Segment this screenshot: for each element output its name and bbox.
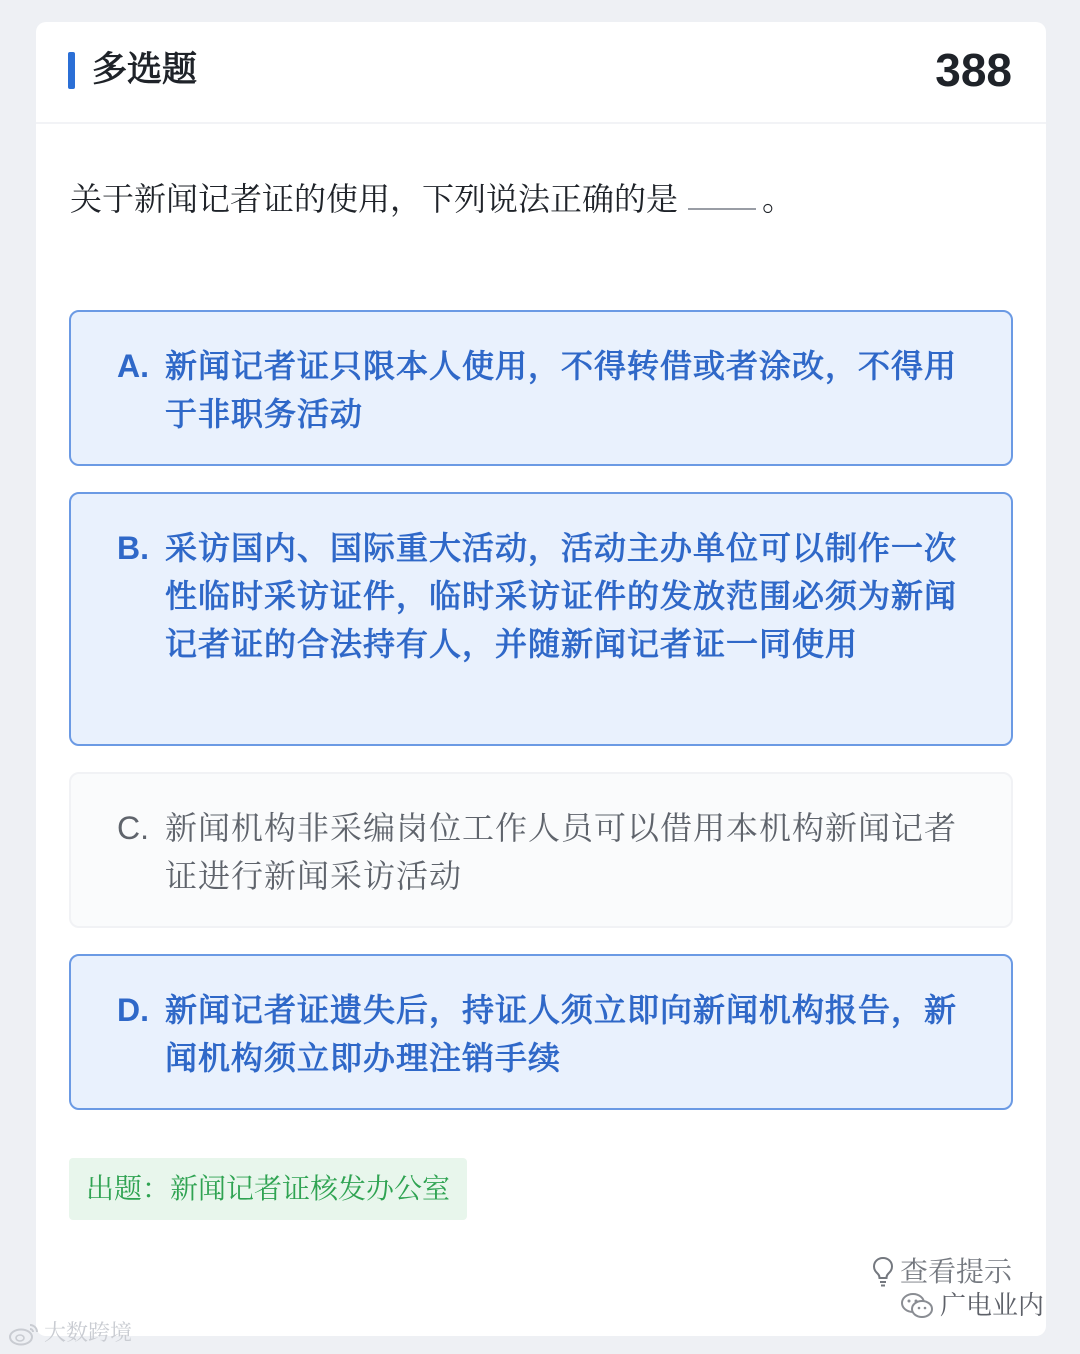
question-number: 388 bbox=[935, 44, 1012, 96]
option-c[interactable] bbox=[69, 772, 1013, 928]
option-letter: A. bbox=[117, 348, 149, 384]
question-end: 。 bbox=[762, 180, 795, 218]
option-d[interactable] bbox=[69, 954, 1013, 1110]
question-text: 关于新闻记者证的使用，下列说法正确的是 bbox=[70, 180, 679, 218]
question-header bbox=[36, 22, 1046, 124]
option-text: 新闻记者证遗失后，持证人须立即向新闻机构报告，新闻机构须立即办理注销手续 bbox=[165, 991, 958, 1077]
hint-label: 查看提示 bbox=[899, 1255, 1012, 1288]
option-a[interactable] bbox=[69, 310, 1013, 466]
watermark-right-text: 广电业内 bbox=[939, 1291, 1044, 1321]
watermark-left-text: 大数跨境 bbox=[44, 1321, 133, 1346]
accent-bar bbox=[68, 52, 75, 89]
option-letter: C. bbox=[117, 810, 149, 846]
view-hint-button[interactable] bbox=[872, 1252, 1012, 1292]
option-letter: B. bbox=[117, 530, 149, 566]
option-text: 新闻记者证只限本人使用，不得转借或者涂改，不得用于非职务活动 bbox=[165, 347, 958, 433]
option-text: 采访国内、国际重大活动，活动主办单位可以制作一次性临时采访证件，临时采访证件的发放范围必须为新闻记者证的合法持有人，并随新闻记者证一同使用 bbox=[165, 529, 958, 663]
watermark-source bbox=[8, 1318, 132, 1350]
weibo-icon bbox=[8, 1321, 40, 1347]
question-type: 多选题 bbox=[92, 50, 198, 90]
answer-blank bbox=[688, 174, 756, 210]
wechat-icon bbox=[900, 1292, 934, 1320]
question-source: 出题：新闻记者证核发办公室 bbox=[69, 1158, 467, 1220]
option-text: 新闻机构非采编岗位工作人员可以借用本机构新闻记者证进行新闻采访活动 bbox=[165, 809, 958, 895]
lightbulb-icon bbox=[872, 1256, 894, 1288]
option-letter: D. bbox=[117, 992, 149, 1028]
watermark-account bbox=[900, 1288, 1044, 1324]
question-card bbox=[36, 22, 1046, 1336]
option-b[interactable] bbox=[69, 492, 1013, 746]
question-stem bbox=[70, 174, 794, 222]
